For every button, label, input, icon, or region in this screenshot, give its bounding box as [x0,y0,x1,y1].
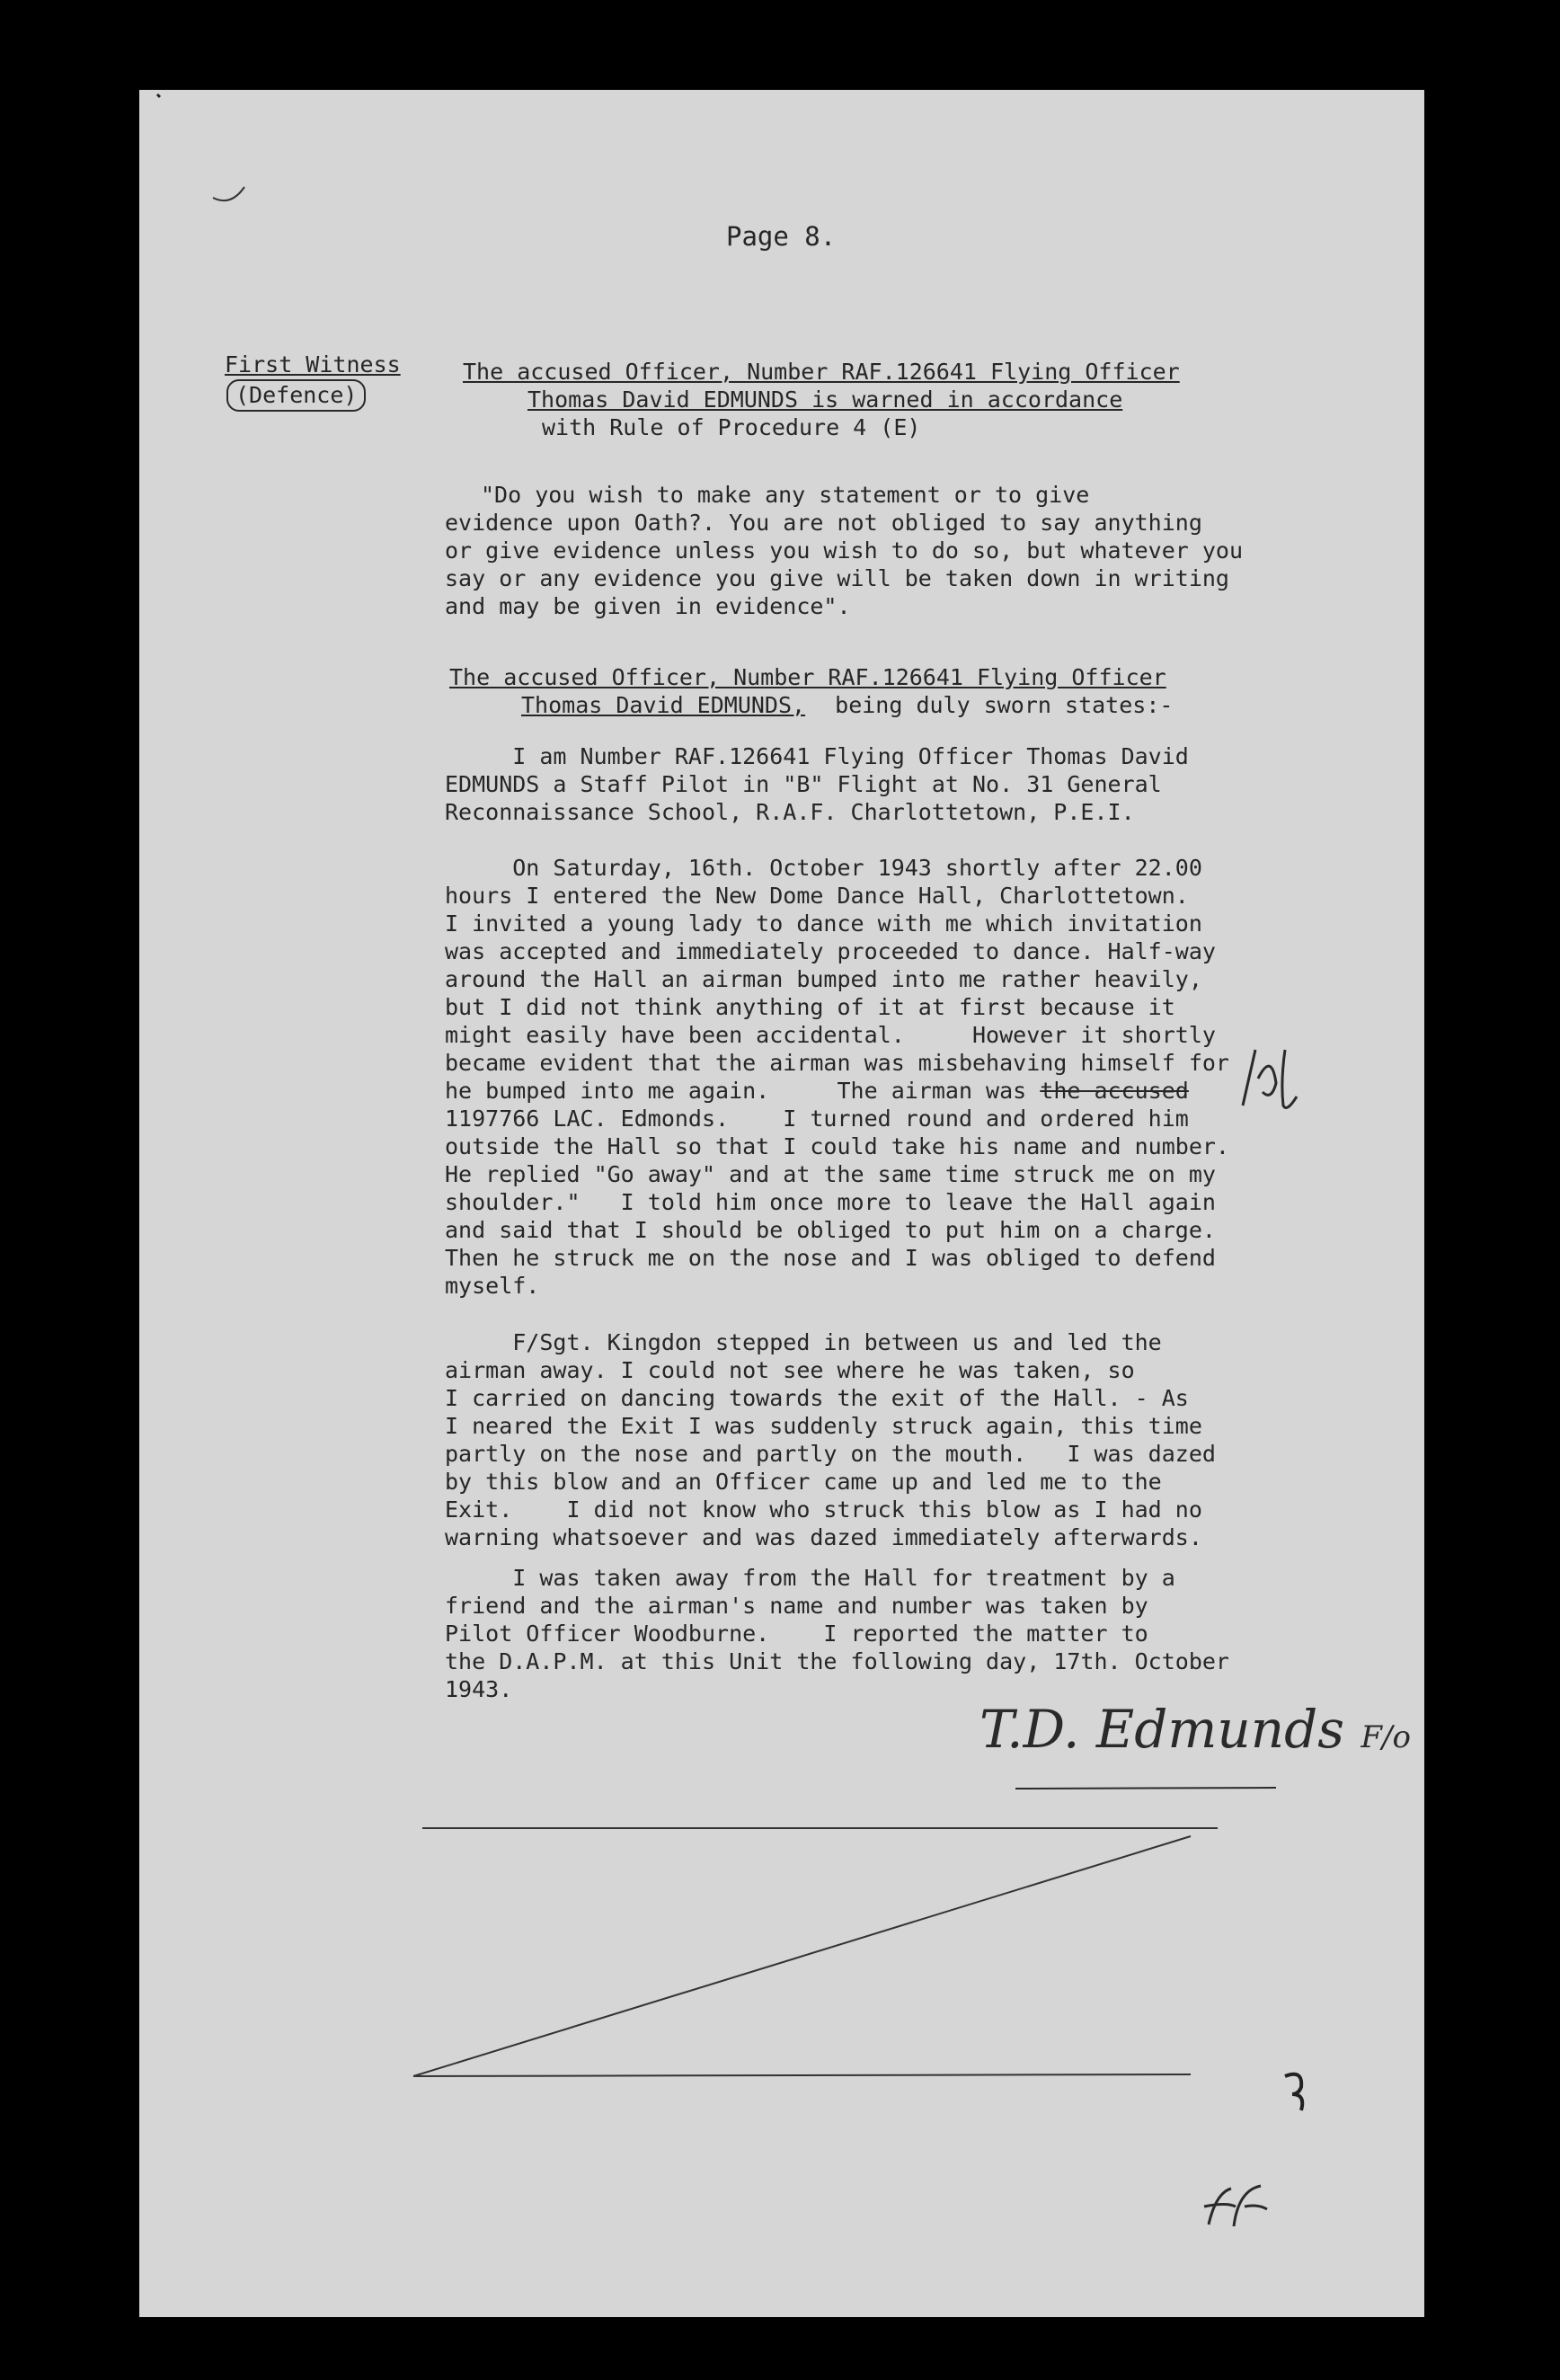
statement-paragraph-2 [445,854,1229,1300]
caution-quote-line: say or any evidence you give will be taken down in writing [445,565,1229,591]
cancellation-z-line [409,1834,1200,2085]
statement-line: might easily have been accidental. However it shortly [445,1022,1216,1048]
statement-line: partly on the nose and partly on the mouth. I was dazed [445,1441,1216,1467]
statement-line: and said that I should be obliged to put him on a charge. [445,1217,1216,1243]
statement-line: hours I entered the New Dome Dance Hall, Charlottetown. [445,883,1189,909]
page-title: Page 8. [726,221,837,252]
statement-line: myself. [445,1273,540,1299]
statement-line: warning whatsoever and was dazed immediately afterwards. [445,1524,1202,1550]
initials-mark-bottom [1200,2180,1281,2233]
signature-suffix: F/o [1361,1719,1411,1755]
statement-line: outside the Hall so that I could take his name and number. [445,1133,1229,1159]
struck-text: the accused [1040,1078,1189,1104]
statement-line: I was taken away from the Hall for treatment by a [445,1565,1175,1591]
statement-line: Exit. I did not know who struck this blow as I had no [445,1496,1202,1523]
margin-note-witness: First Witness [225,351,401,377]
caution-heading-line: Thomas David EDMUNDS is warned in accordance [527,386,1123,413]
statement-line: became evident that the airman was misbehaving himself for [445,1050,1229,1076]
statement-line: On Saturday, 16th. October 1943 shortly after 22.00 [445,855,1202,881]
signature-underline [1015,1784,1285,1793]
closing-rule [422,1827,1218,1829]
statement-line: around the Hall an airman bumped into me rather heavily, [445,966,1202,992]
statement-line: I neared the Exit I was suddenly struck again, this time [445,1413,1202,1439]
statement-line: Reconnaissance School, R.A.F. Charlottetown, P.E.I. [445,799,1135,825]
statement-line: Then he struck me on the nose and I was obliged to defend [445,1245,1216,1271]
statement-line: was accepted and immediately proceeded to dance. Half-way [445,938,1216,964]
statement-line: I am Number RAF.126641 Flying Officer Thomas David [445,743,1189,769]
statement-line: he bumped into me again. The airman was [445,1078,1027,1104]
statement-line: the D.A.P.M. at this Unit the following day, 17th. October [445,1648,1229,1674]
caution-quote-line: or give evidence unless you wish to do so, but whatever you [445,537,1244,564]
caution-quote-line: and may be given in evidence". [445,593,851,619]
statement-paragraph-3 [445,1328,1216,1551]
caution-heading-line: with Rule of Procedure 4 (E) [542,414,921,440]
statement-line: 1943. [445,1676,513,1702]
sworn-heading-line: Thomas David EDMUNDS, [521,692,806,718]
sworn-heading [449,663,1173,719]
statement-paragraph-4 [445,1564,1229,1703]
statement-line: I carried on dancing towards the exit of the Hall. - As [445,1385,1189,1411]
statement-line: 1197766 LAC. Edmonds. I turned round and ordered him [445,1106,1189,1132]
sworn-heading-line: The accused Officer, Number RAF.126641 Flying Officer [449,664,1166,690]
caution-quote [445,481,1243,620]
statement-line: airman away. I could not see where he was taken, so [445,1357,1135,1383]
statement-line: EDMUNDS a Staff Pilot in "B" Flight at No. 31 General [445,771,1162,797]
statement-line: He replied "Go away" and at the same time struck me on my [445,1161,1216,1187]
statement-paragraph-1 [445,742,1189,826]
statement-line: but I did not think anything of it at first because it [445,994,1175,1020]
statement-line: friend and the airman's name and number was taken by [445,1593,1148,1619]
margin-note-defence: (Defence) [226,379,366,412]
corner-mark [153,90,207,144]
sworn-heading-line: being duly sworn states:- [835,692,1174,718]
caution-heading-line: The accused Officer, Number RAF.126641 Flying Officer [463,359,1180,385]
caution-quote-line: evidence upon Oath?. You are not obliged to say anything [445,510,1202,536]
caution-quote-line: "Do you wish to make any statement or to give [481,482,1090,508]
signature [979,1699,1411,1760]
initials-mark [1236,1043,1325,1115]
caution-heading [463,358,1180,441]
statement-line: shoulder." I told him once more to leave the Hall again [445,1189,1216,1215]
annotation-mark [1281,2067,1325,2112]
statement-line: by this blow and an Officer came up and led me to the [445,1469,1162,1495]
margin-note [225,351,401,412]
corner-smudge [211,180,256,207]
statement-line: Pilot Officer Woodburne. I reported the matter to [445,1621,1148,1647]
signature-name: T.D. Edmunds [979,1699,1344,1760]
statement-line: F/Sgt. Kingdon stepped in between us and led the [445,1329,1162,1355]
statement-line: I invited a young lady to dance with me which invitation [445,910,1202,937]
